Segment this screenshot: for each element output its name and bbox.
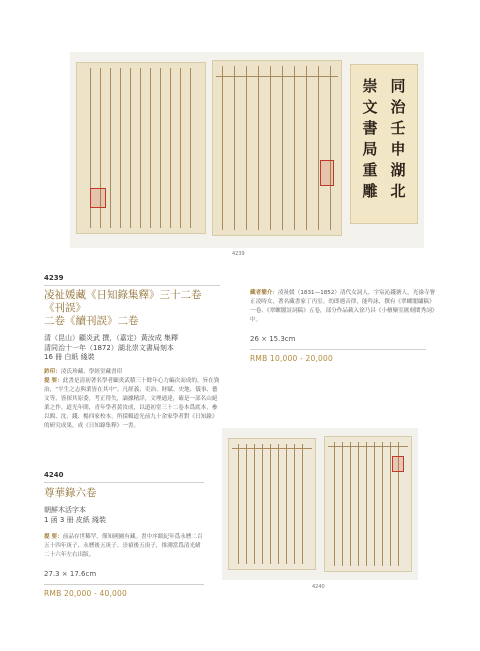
divider bbox=[44, 482, 204, 483]
book-page-right bbox=[324, 436, 412, 572]
divider bbox=[250, 349, 426, 350]
collector-seal bbox=[392, 456, 404, 472]
cover-text-right: 同治壬申湖北 bbox=[390, 77, 406, 200]
collector-seal bbox=[90, 188, 106, 208]
photo-caption-4240: 4240 bbox=[312, 584, 325, 590]
collector-seal bbox=[320, 160, 334, 186]
lot-4240-info bbox=[44, 487, 204, 598]
lot-4239-left bbox=[44, 289, 220, 429]
book-page-middle bbox=[212, 60, 342, 236]
author-info: 清（昆山）顧炎武 撰，（嘉定）黃汝成 集釋 清同治十一年（1872）湖北崇文書局刻本 16 冊 白紙 綫裝 bbox=[44, 334, 178, 361]
lot-number-4240: 4240 bbox=[44, 471, 64, 479]
cover-text-left: 崇文書局重雕 bbox=[362, 77, 378, 200]
lot-title: 尊華錄六卷 bbox=[44, 487, 97, 499]
seals-line: 鈐印：凌氏珍藏、學經堂藏書印 bbox=[44, 368, 123, 375]
dimensions-4240: 27.3 × 17.6cm bbox=[44, 570, 97, 578]
edition-info: 朝鮮木活字本 1 函 3 冊 皮紙 綫裝 bbox=[44, 506, 107, 524]
dimensions-4239: 26 × 15.3cm bbox=[250, 335, 296, 343]
lot-title: 凌祉媛藏《日知錄集釋》三十二卷《刊誤》 二卷《續刊誤》二卷 bbox=[44, 289, 202, 327]
divider bbox=[44, 584, 204, 585]
estimate-4239: RMB 10,000 - 20,000 bbox=[250, 354, 333, 363]
book-page-left bbox=[76, 62, 206, 234]
book-page-left bbox=[228, 438, 316, 570]
notes-text-4240: 提 要：前品存世稀罕，僅知國圖有藏。書中序跋紀年爲永曆二百五十四年庚子、永曆後五庚子、崇禎後五庚子，推測當爲清光緒二十六年左右出版。 bbox=[44, 534, 203, 558]
book-cover-page bbox=[350, 64, 418, 224]
divider bbox=[44, 285, 220, 286]
lot-4239-right bbox=[250, 289, 438, 363]
collector-bio: 藏者簡介：凌祉媛（1831—1852）清代女詞人，字宸沁錢塘人，光祿寺署正凌時女，著名藏書家丁丙室。幼即遇音律，能吟詠，撰有《翠螺閣繡稿》一卷、《翠螺閣詩詞稿》五卷，部分作品載入徐乃昌《小檀欒室匯刻閨秀詞》中。 bbox=[250, 290, 438, 323]
book-photo-4239 bbox=[70, 52, 424, 248]
photo-caption-4239: 4239 bbox=[232, 251, 245, 257]
book-photo-4240 bbox=[222, 428, 418, 580]
estimate-4240: RMB 20,000 - 40,000 bbox=[44, 589, 127, 598]
lot-number-4239: 4239 bbox=[44, 274, 64, 282]
notes-text-4239: 提 要：此書是清初著名學者顧炎武積三十餘年心力編次而成的，旨在資治，“平生之志與業皆在其中”。凡經義、吏治、財賦、史地、儀事、藝文等，皆探其原委，考正得失，論據精詳，文理通達，確是一部名山絕業之作。道光年間，青年學者黃汝成，以道初堂三十二卷本爲底本，參以閻、沈、錢、楊四家校本，所採輯道光前九十余家學者對《日知錄》的研究成果，成《日知錄集釋》一書。 bbox=[44, 377, 220, 429]
